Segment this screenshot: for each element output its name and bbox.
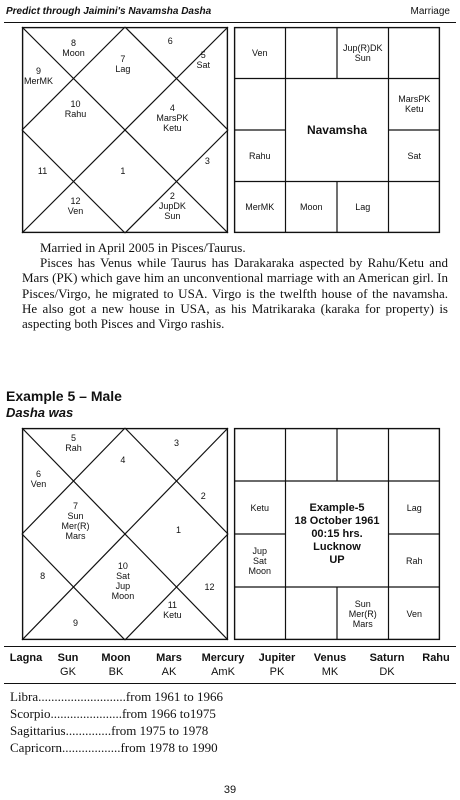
dasha-period: from 1975 to 1978 xyxy=(111,723,209,738)
navamsha-cell xyxy=(389,182,441,234)
karaka-code: DK xyxy=(379,666,395,678)
house-label xyxy=(163,600,182,620)
house-label xyxy=(65,433,82,453)
house-label xyxy=(176,525,181,535)
house-text: Sun xyxy=(164,211,181,222)
dasha-row xyxy=(10,722,223,739)
navamsha-center-text: Example-5 xyxy=(309,501,365,514)
karaka-code xyxy=(4,666,48,678)
navamsha-cell xyxy=(337,27,389,79)
karaka-table xyxy=(4,652,456,678)
house-text: 4 xyxy=(169,102,175,113)
example-subheading: Dasha was xyxy=(6,405,74,420)
karaka-planet: Venus xyxy=(313,652,347,664)
house-text: 9 xyxy=(73,618,79,629)
house-label xyxy=(205,156,210,166)
house-text: Ven xyxy=(67,206,84,217)
rasi-chart-1 xyxy=(22,27,228,233)
karaka-planet: Sun xyxy=(57,652,79,664)
navamsha-cell xyxy=(389,481,441,534)
karaka-code xyxy=(416,666,456,678)
navamsha-cell xyxy=(337,428,389,481)
navamsha-cell-text: Jup xyxy=(252,545,267,556)
house-text: 10 xyxy=(117,560,128,571)
house-label xyxy=(120,166,125,176)
dasha-sign: Capricorn xyxy=(10,740,62,755)
navamsha-cell xyxy=(234,130,286,182)
dasha-period: from 1978 to 1990 xyxy=(120,740,218,755)
navamsha-cell-text: Lag xyxy=(406,502,422,513)
house-text: 5 xyxy=(70,432,77,443)
house-text: Mer(R) xyxy=(61,521,90,532)
navamsha-chart-2 xyxy=(234,428,440,640)
navamsha-cell xyxy=(389,428,441,481)
karaka-planet-row xyxy=(4,652,456,664)
navamsha-cell xyxy=(234,182,286,234)
dasha-sign: Scorpio xyxy=(10,706,51,721)
house-label xyxy=(112,561,135,601)
house-text: 12 xyxy=(204,582,215,592)
navamsha-cell-text: Moon xyxy=(299,202,323,213)
navamsha-cell xyxy=(234,79,286,131)
house-label xyxy=(168,36,173,46)
navamsha-center-text: 00:15 hrs. xyxy=(311,527,363,540)
house-text: MarsPK xyxy=(156,112,189,123)
house-text: Jup xyxy=(115,580,131,591)
navamsha-cell xyxy=(234,27,286,79)
karaka-planet: Lagna xyxy=(9,652,43,664)
navamsha-center xyxy=(286,481,389,587)
navamsha-cell xyxy=(337,587,389,640)
house-text: 8 xyxy=(40,571,46,582)
house-label xyxy=(197,50,211,70)
navamsha-cell xyxy=(234,534,286,587)
dasha-leader: ........................... xyxy=(38,689,126,704)
navamsha-chart-1 xyxy=(234,27,440,233)
karaka-code: MK xyxy=(321,666,339,678)
karaka-planet: Mercury xyxy=(201,652,245,664)
navamsha-cell-text: Ven xyxy=(251,47,268,58)
house-text: Moon xyxy=(62,47,85,58)
navamsha-cell xyxy=(286,182,338,234)
navamsha-cell-text: Sat xyxy=(407,150,421,161)
navamsha-cell-text: MarsPK xyxy=(398,94,431,105)
house-text: Ven xyxy=(30,478,47,489)
house-text: Moon xyxy=(111,590,135,601)
house-text: MerMK xyxy=(23,76,53,87)
house-text: 11 xyxy=(37,166,48,177)
karaka-code: BK xyxy=(108,666,124,678)
paragraph-married: Married in April 2005 in Pisces/Taurus. xyxy=(40,240,246,255)
navamsha-cell xyxy=(337,182,389,234)
paragraph-analysis: Pisces has Venus while Taurus has Darakaraka aspected by Rahu/Ketu and Mars (PK) which gave him an unconventional marriage with an American girl. In Pisces/Virgo, he migrated to USA. Virgo is the twelfth house of the navamsha. He also got a new house in USA, as his Matrikaraka (karaka for property) is aspecting both Pisces and Virgo rashis. xyxy=(22,255,448,332)
house-text: Ketu xyxy=(163,122,182,133)
karaka-table-bottom-rule xyxy=(4,683,456,684)
house-label xyxy=(174,438,179,448)
dasha-row xyxy=(10,705,223,722)
karaka-planet: Rahu xyxy=(422,652,450,664)
navamsha-cell xyxy=(286,587,338,640)
navamsha-cell xyxy=(389,130,441,182)
house-text: Sun xyxy=(67,511,84,522)
karaka-code: AK xyxy=(161,666,177,678)
dasha-period: from 1966 to1975 xyxy=(121,706,216,721)
navamsha-cell-text: Sat xyxy=(252,555,267,566)
navamsha-cell-text: MerMK xyxy=(245,202,275,213)
house-text: 8 xyxy=(70,37,77,48)
navamsha-cell xyxy=(389,79,441,131)
house-text: 11 xyxy=(167,600,178,611)
navamsha-cell-text: Jup(R)DK xyxy=(342,42,383,53)
house-text: Sat xyxy=(116,570,130,581)
navamsha-cell-text: Rahu xyxy=(248,150,271,161)
karaka-value-row xyxy=(4,664,456,678)
navamsha-cell-text: Ketu xyxy=(250,502,269,513)
navamsha-cell-text: Sun xyxy=(354,598,371,609)
dasha-row xyxy=(10,688,223,705)
navamsha-center xyxy=(286,79,389,182)
house-label xyxy=(73,618,78,628)
house-text: Ketu xyxy=(163,610,182,621)
navamsha-cell-text: Sun xyxy=(354,52,371,63)
house-text: 3 xyxy=(173,437,180,448)
navamsha-cell-text: Moon xyxy=(248,565,271,576)
karaka-planet: Mars xyxy=(156,652,182,664)
example-heading: Example 5 – Male xyxy=(6,388,122,404)
karaka-code: GK xyxy=(60,666,76,678)
navamsha-center-text: UP xyxy=(329,553,345,566)
house-text: 1 xyxy=(176,524,182,535)
house-label xyxy=(120,455,125,465)
house-label xyxy=(24,66,53,86)
house-text: 3 xyxy=(204,155,210,166)
house-text: Sat xyxy=(196,59,211,70)
house-text: 5 xyxy=(200,49,206,60)
house-label xyxy=(31,469,47,489)
dasha-leader: .............. xyxy=(65,723,112,738)
house-text: 6 xyxy=(167,36,173,47)
house-label xyxy=(38,166,47,176)
navamsha-cell-text: Ven xyxy=(406,608,423,619)
running-header-title: Predict through Jaimini's Navamsha Dasha xyxy=(6,6,212,17)
dasha-leader: .................. xyxy=(61,740,121,755)
house-text: 4 xyxy=(120,454,126,465)
navamsha-cell xyxy=(389,27,441,79)
house-text: 10 xyxy=(70,99,81,110)
navamsha-cell xyxy=(286,428,338,481)
house-text: 9 xyxy=(35,66,41,77)
house-text: Rahu xyxy=(64,109,87,120)
karaka-planet: Saturn xyxy=(369,652,405,664)
house-text: Lag xyxy=(115,64,131,75)
navamsha-cell-text: Ketu xyxy=(404,104,424,115)
rasi-chart-2 xyxy=(22,428,228,640)
house-text: 7 xyxy=(73,501,79,512)
navamsha-cell xyxy=(389,534,441,587)
house-text: 2 xyxy=(200,490,206,501)
dasha-period: from 1961 to 1966 xyxy=(125,689,224,704)
house-label xyxy=(68,196,84,216)
navamsha-center-text: Navamsha xyxy=(306,123,368,137)
house-label xyxy=(204,582,214,592)
house-label xyxy=(65,99,87,119)
karaka-planet: Moon xyxy=(101,652,131,664)
house-label xyxy=(62,501,90,541)
navamsha-cell xyxy=(286,27,338,79)
dasha-list xyxy=(10,688,223,756)
house-text: 12 xyxy=(70,196,81,207)
house-text: 1 xyxy=(120,166,126,177)
house-text: Mars xyxy=(65,531,86,542)
running-header-section: Marriage xyxy=(410,6,450,17)
dasha-sign: Libra xyxy=(10,689,39,704)
navamsha-cell xyxy=(389,587,441,640)
navamsha-cell-text: Lag xyxy=(355,202,371,213)
karaka-planet: Jupiter xyxy=(258,652,296,664)
house-label xyxy=(159,191,186,221)
navamsha-cell-text: Rah xyxy=(405,555,423,566)
header-divider xyxy=(4,22,456,23)
page-number: 39 xyxy=(223,784,237,796)
house-label xyxy=(201,491,206,501)
navamsha-cell xyxy=(234,587,286,640)
house-text: 6 xyxy=(35,468,41,479)
house-text: Rah xyxy=(65,442,82,453)
house-label xyxy=(156,103,188,133)
house-label xyxy=(40,571,45,581)
dasha-row xyxy=(10,739,223,756)
karaka-code: AmK xyxy=(211,666,235,678)
house-text: 7 xyxy=(120,54,126,65)
karaka-table-top-rule xyxy=(4,646,456,647)
karaka-code: PK xyxy=(269,666,285,678)
house-text: JupDK xyxy=(158,201,186,212)
dasha-leader: ...................... xyxy=(50,706,122,721)
dasha-sign: Sagittarius xyxy=(10,723,66,738)
navamsha-center-text: Lucknow xyxy=(313,540,361,553)
navamsha-cell xyxy=(234,428,286,481)
paragraph-block xyxy=(22,240,448,331)
house-label xyxy=(62,38,85,58)
house-label xyxy=(115,54,130,74)
navamsha-center-text: 18 October 1961 xyxy=(294,514,380,527)
house-text: 2 xyxy=(169,191,175,202)
navamsha-cell-text: Mars xyxy=(352,618,373,629)
navamsha-cell-text: Mer(R) xyxy=(348,608,377,619)
navamsha-cell xyxy=(234,481,286,534)
